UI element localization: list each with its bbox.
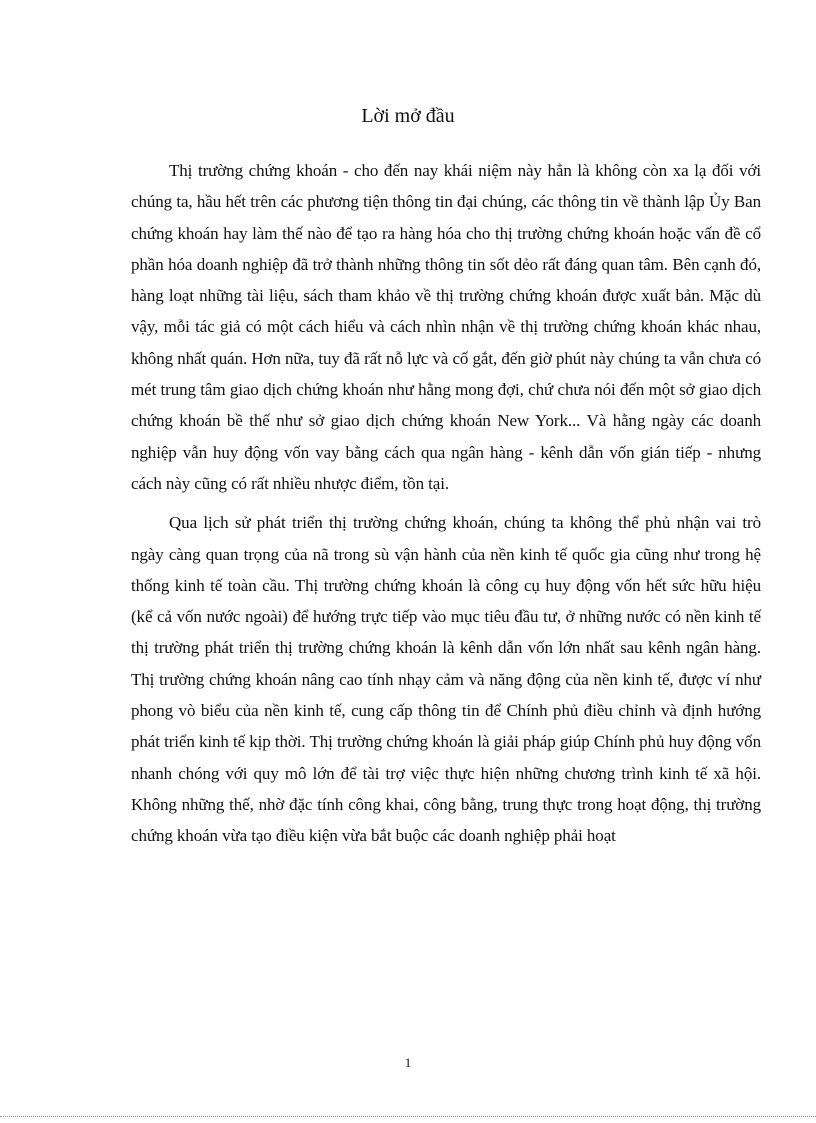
page-title: Lời mở đầu: [361, 105, 455, 127]
paragraph-1: Thị trường chứng khoán - cho đến nay khái niệm này hẳn là không còn xa lạ đối với chúng ta, hầu hết trên các phương tiện thông tin đại chúng, các thông tin về thành lập Ủy Ban chứng khoán hay làm thế nào để tạo ra hàng hóa cho thị trường chứng khoán hoặc vấn đề cổ phần hóa doanh nghiệp đã trở thành những thông tin sốt dẻo rất đáng quan tâm. Bên cạnh đó, hàng loạt những tài liệu, sách tham khảo về thị trường chứng khoán được xuất bản. Mặc dù vậy, mỗi tác giả có một cách hiểu và cách nhìn nhận về thị trường chứng khoán khác nhau, không nhất quán. Hơn nữa, tuy đã rất nỗ lực và cố gắt, đến giờ phút này chúng ta vẫn chưa có mét trung tâm giao dịch chứng khoán như hằng mong đợi, chứ chưa nói đến một sở giao dịch chứng khoán bề thế như sở giao dịch chứng khoán New York... Và hằng ngày các doanh nghiệp vẫn huy động vốn vay bằng cách qua ngân hàng - kênh dẫn vốn gián tiếp - nhưng cách này cũng có rất nhiều nhược điểm, tồn tại.: [131, 161, 761, 493]
page-number: 1: [404, 1055, 412, 1070]
document-body: [131, 155, 761, 860]
paragraph-2: Qua lịch sử phát triển thị trường chứng khoán, chúng ta không thể phủ nhận vai trò ngày càng quan trọng của nã trong sù vận hành của nền kinh tế quốc gia cũng như trong hệ thống kinh tế toàn cầu. Thị trường chứng khoán là công cụ huy động vốn hết sức hữu hiệu (kể cả vốn nước ngoài) để hướng trực tiếp vào mục tiêu đầu tư, ở những nước có nền kinh tế thị trường phát triển thị trường chứng khoán là kênh dẫn vốn lớn nhất sau kênh ngân hàng. Thị trường chứng khoán nâng cao tính nhạy cảm và năng động của nền kinh tế, được ví như phong vò biểu của nền kinh tế, cung cấp thông tin để Chính phủ điều chỉnh và định hướng phát triển kinh tế kịp thời. Thị trường chứng khoán là giải pháp giúp Chính phủ huy động vốn nhanh chóng với quy mô lớn để tài trợ việc thực hiện những chương trình kinh tế xã hội. Không những thế, nhờ đặc tính công khai, công bằng, trung thực trong hoạt động, thị trường chứng khoán vừa tạo điều kiện vừa bắt buộc các doanh nghiệp phải hoạt: [131, 513, 761, 846]
page-break-divider: [0, 1116, 816, 1117]
